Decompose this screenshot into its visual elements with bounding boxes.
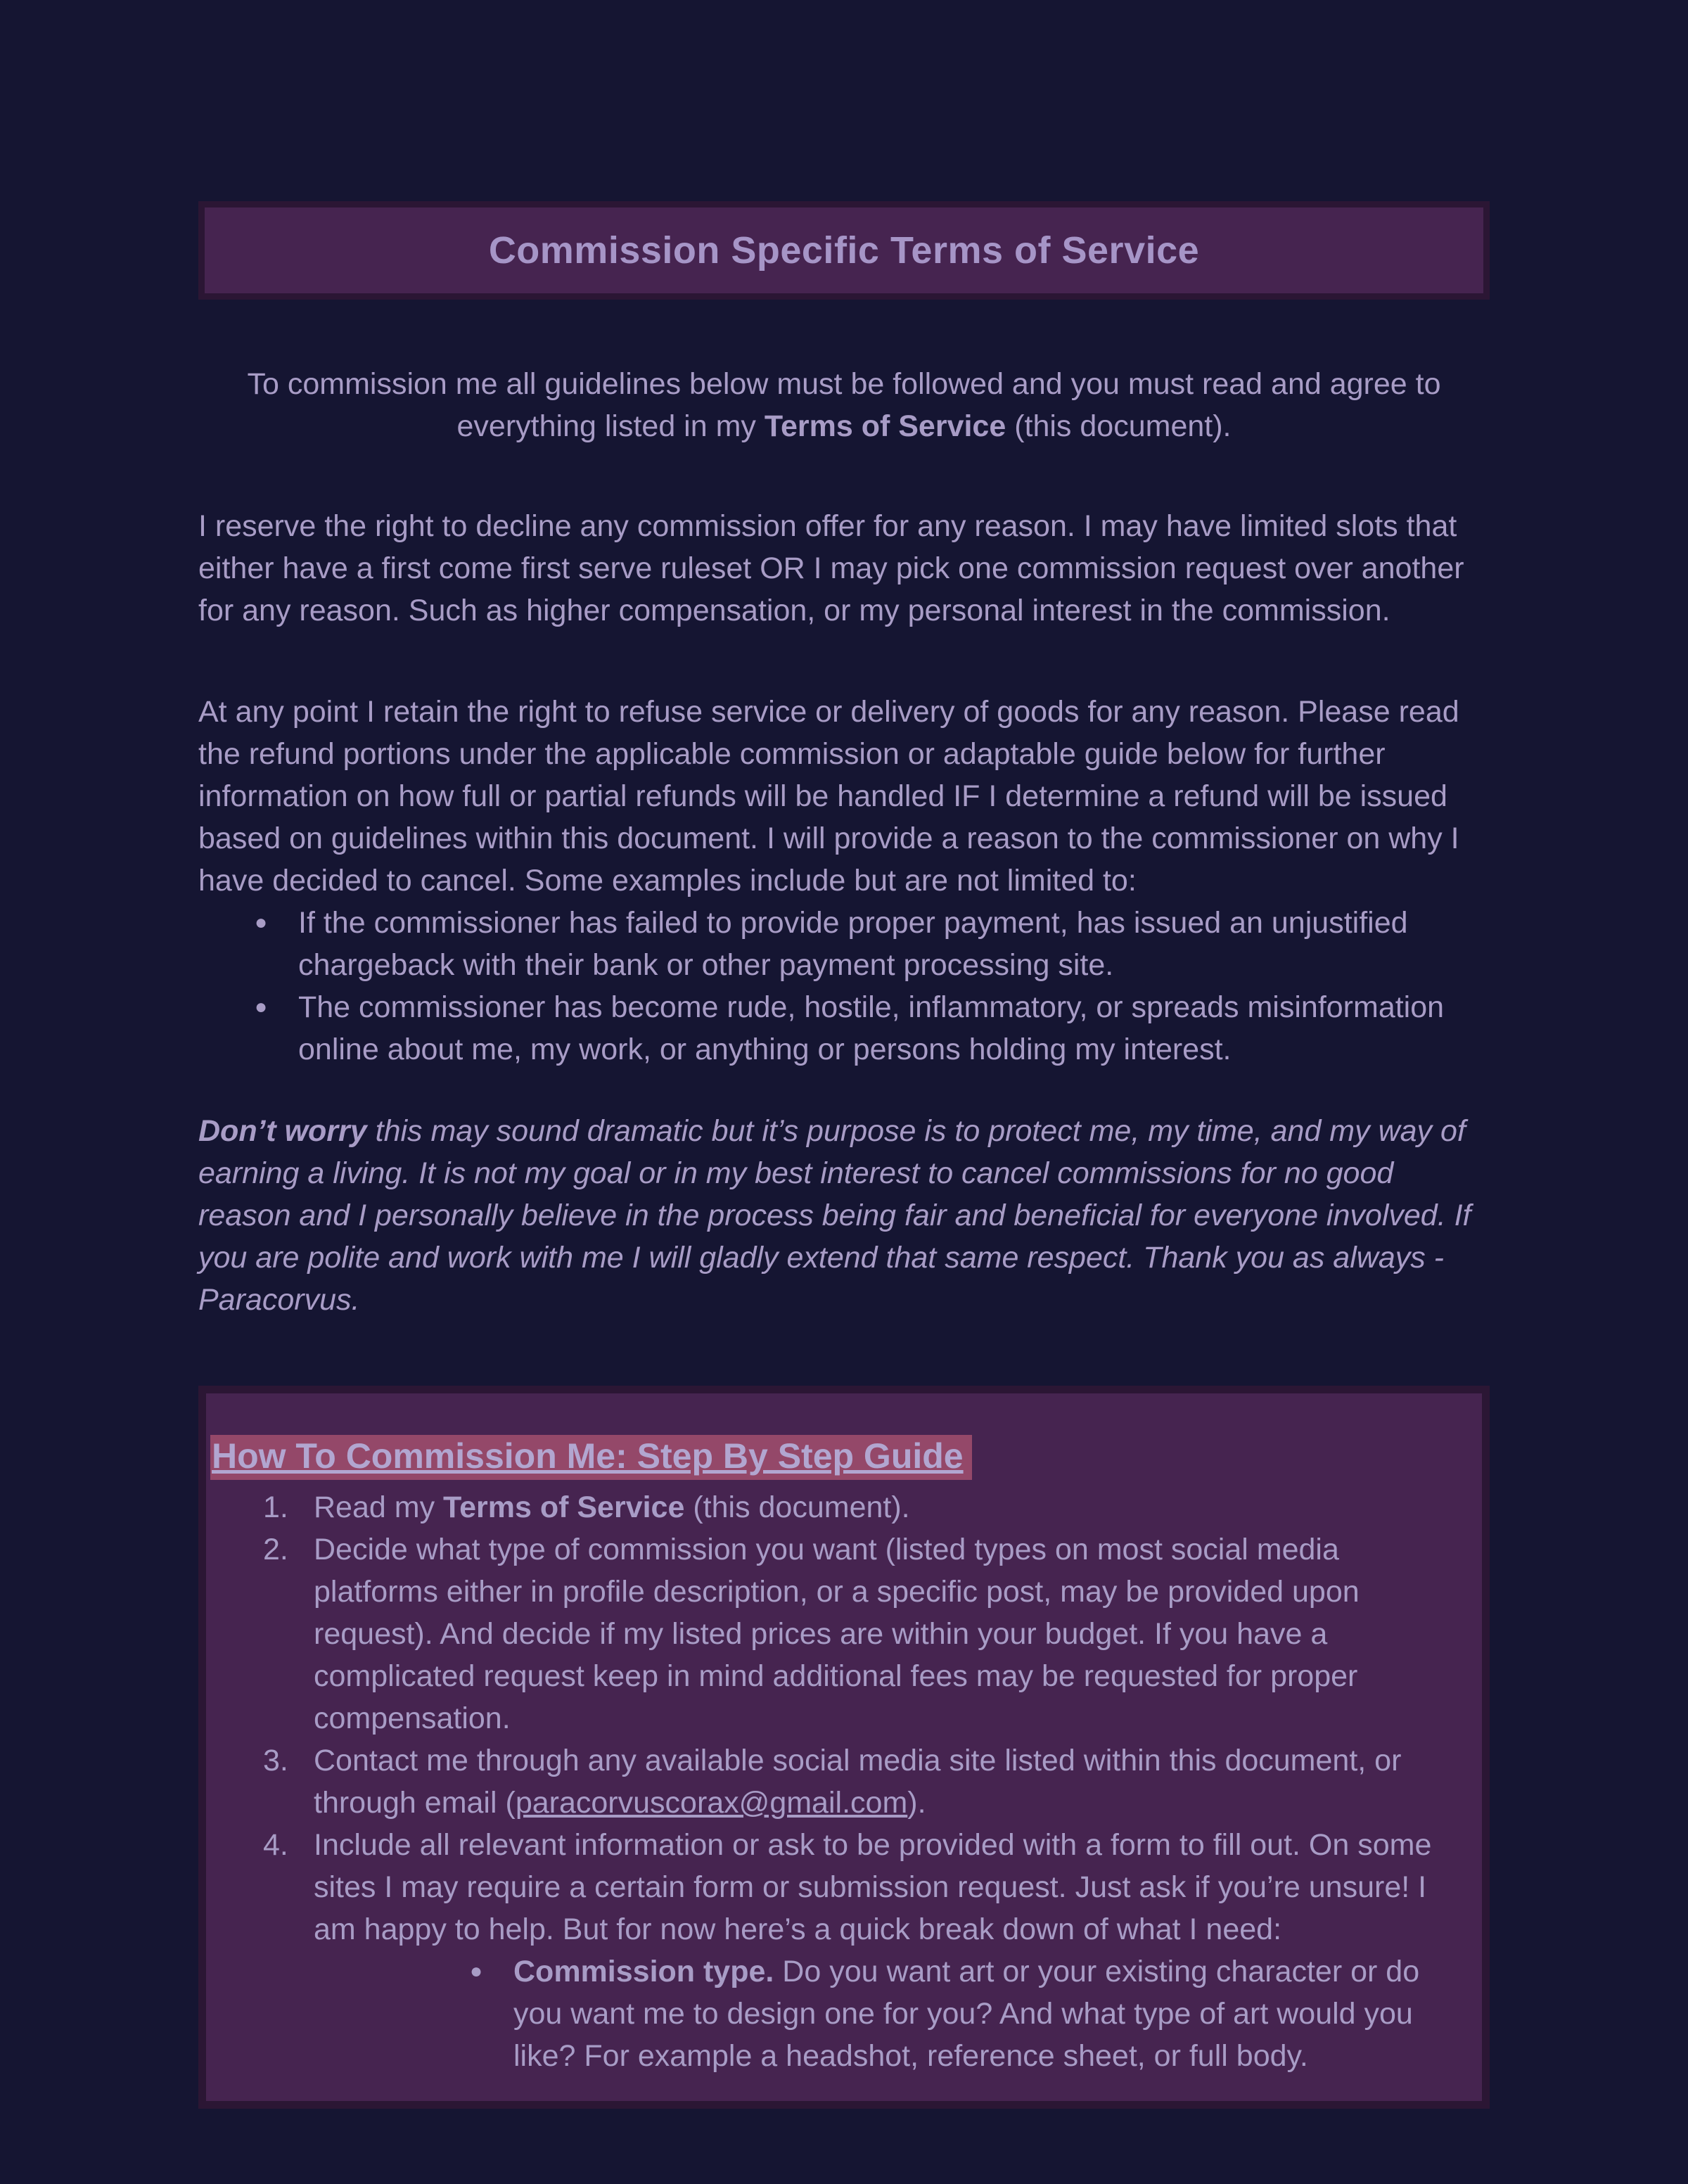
step-4-text: Include all relevant information or ask to be provided with a form to fill out. On some sites I may require a certain form or submission request. Just ask if you’re unsure! I am happy to help. But for now here’s a quick break down of what I need:	[314, 1828, 1432, 1946]
step-item	[210, 1739, 1472, 1824]
list-item-text: The commissioner has become rude, hostile, inflammatory, or spreads misinformation online about me, my work, or anything or persons holding my interest.	[298, 990, 1445, 1066]
guide-heading	[210, 1433, 1472, 1479]
email-link[interactable]: paracorvuscorax@gmail.com	[515, 1786, 908, 1820]
step-number: 3.	[263, 1744, 288, 1777]
reassurance-paragraph	[198, 1110, 1490, 1321]
guide-heading-text: How To Commission Me: Step By Step Guide	[210, 1435, 972, 1480]
list-item	[198, 902, 1490, 986]
step-item	[210, 1486, 1472, 1528]
intro-text-post: (this document).	[1006, 409, 1232, 443]
step-3-post: ).	[907, 1786, 926, 1820]
refusal-examples-list	[198, 902, 1490, 1071]
step-1-pre: Read my	[314, 1490, 444, 1524]
bullet-icon: ●	[255, 911, 268, 934]
step-1-post: (this document).	[684, 1490, 910, 1524]
step-3-pre: Contact me through any available social media site listed within this document, or through email (	[314, 1744, 1402, 1820]
intro-paragraph	[198, 363, 1490, 447]
document-title: Commission Specific Terms of Service	[488, 229, 1200, 272]
step-text	[314, 1739, 1472, 1824]
title-banner	[198, 201, 1490, 300]
intro-text-bold: Terms of Service	[764, 409, 1006, 443]
reassurance-text: this may sound dramatic but it’s purpose is to protect me, my time, and my way of earning a living. It is not my goal or in my best interest to cancel commissions for no good reason and I personally believe in the process being fair and beneficial for everyone involved. If you are polite and work with me I will gladly extend that same respect. Thank you as always - Paracorvus.	[198, 1114, 1471, 1317]
step-1-bold: Terms of Service	[443, 1490, 685, 1524]
sub-bullet-item	[470, 1950, 1468, 2077]
step-number: 4.	[263, 1828, 288, 1862]
step-number: 1.	[263, 1490, 288, 1524]
step-text	[314, 1486, 1472, 1528]
bullet-icon: ●	[470, 1960, 483, 1983]
decline-paragraph: I reserve the right to decline any commission offer for any reason. I may have limited slots that either have a first come first serve ruleset OR I may pick one commission request over another for any reason. Such as higher compensation, or my personal interest in the commission.	[198, 509, 1464, 627]
step-text: Decide what type of commission you want (listed types on most social media platforms either in profile description, or a specific post, may be provided upon request). And decide if my listed prices are within your budget. If you have a complicated request keep in mind additional fees may be requested for proper compensation.	[314, 1533, 1360, 1735]
bullet-icon: ●	[255, 995, 268, 1018]
list-item	[198, 986, 1490, 1071]
refusal-paragraph: At any point I retain the right to refuse service or delivery of goods for any reason. Please read the refund portions under the applicable commission or adaptable guide below for further information on how full or partial refunds will be handled IF I determine a refund will be issued based on guidelines within this document. I will provide a reason to the commissioner on why I have decided to cancel. Some examples include but are not limited to:	[198, 695, 1459, 898]
list-item-text: If the commissioner has failed to provide proper payment, has issued an unjustified chargeback with their bank or other payment processing site.	[298, 906, 1408, 982]
guide-section	[198, 1386, 1490, 2109]
step-item	[210, 1528, 1472, 1739]
step-item	[210, 1824, 1472, 2077]
guide-steps-list	[210, 1486, 1472, 2077]
step-number: 2.	[263, 1533, 288, 1566]
reassurance-bold: Don’t worry	[198, 1114, 367, 1148]
sub-bullet-rest: Do you want art or your existing character or do you want me to design one for you? And what type of art would you like? For example a headshot, reference sheet, or full body.	[513, 1955, 1420, 2073]
sub-bullet-bold: Commission type.	[513, 1955, 774, 1988]
sub-bullet-text	[513, 1950, 1468, 2077]
step-text	[314, 1824, 1472, 2077]
intro-text-pre: To commission me all guidelines below must be followed and you must read and agree to everything listed in my	[247, 367, 1441, 443]
